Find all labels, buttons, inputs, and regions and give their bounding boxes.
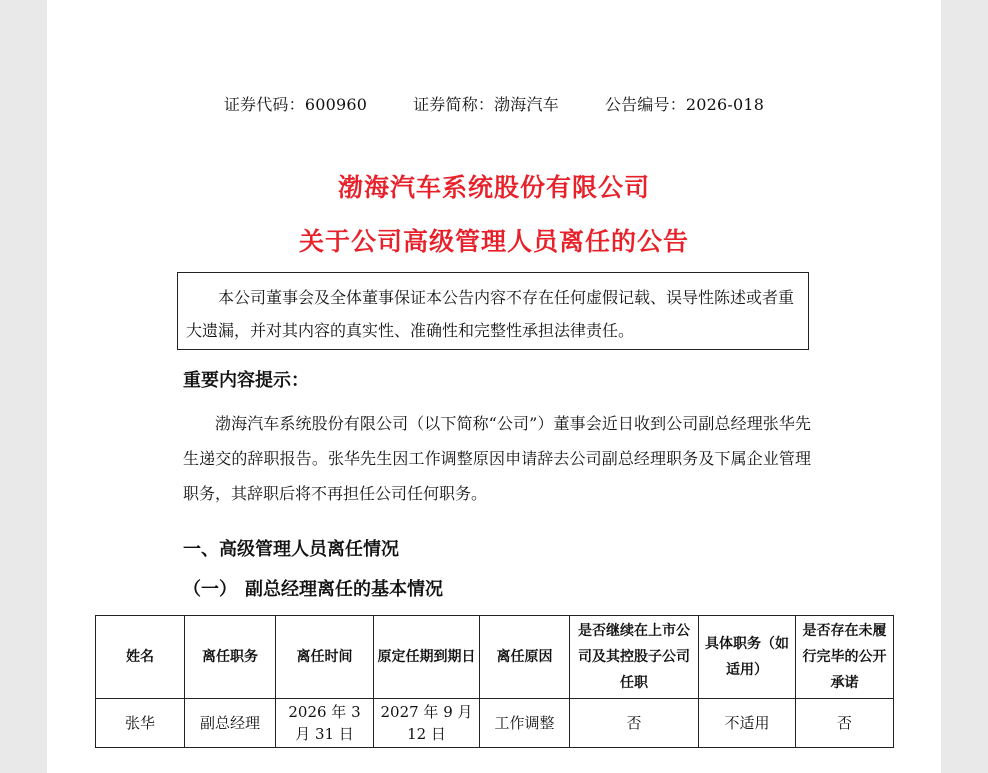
cell-reason: 工作调整 (480, 699, 570, 748)
header-name: 姓名 (96, 616, 185, 699)
important-heading: 重要内容提示： (183, 370, 309, 391)
notice-number: 公告编号：2026-018 (604, 95, 765, 114)
header-term-end: 原定任期到期日 (374, 616, 480, 699)
subsection-number: （一） (183, 579, 237, 600)
subsection-heading (183, 575, 443, 601)
cell-name: 张华 (96, 699, 185, 748)
table-row (96, 699, 894, 748)
section-heading: 一、高级管理人员离任情况 (183, 539, 399, 560)
company-title: 渤海汽车系统股份有限公司 (337, 173, 650, 202)
stock-abbreviation: 证券简称：渤海汽车 (413, 95, 559, 114)
table-header-row (96, 616, 894, 699)
announcement-header (47, 92, 941, 115)
cell-commitments: 否 (796, 699, 894, 748)
header-reason: 离任原因 (480, 616, 570, 699)
header-departure-date: 离任时间 (276, 616, 374, 699)
important-paragraph: 渤海汽车系统股份有限公司（以下简称“公司”）董事会近日收到公司副总经理张华先生递交的辞职报告。张华先生因工作调整原因申请辞去公司副总经理职务及下属企业管理职务，其辞职后将不再担任公司任何职务。 (183, 414, 811, 503)
cell-departure-date: 2026 年 3 月 31 日 (276, 699, 374, 748)
cell-continue-role: 否 (570, 699, 699, 748)
header-position: 离任职务 (185, 616, 276, 699)
cell-term-end: 2027 年 9 月 12 日 (374, 699, 480, 748)
header-continue-role: 是否继续在上市公司及其控股子公司任职 (570, 616, 699, 699)
departure-table (95, 615, 894, 748)
stock-code: 证券代码：600960 (223, 95, 368, 114)
announcement-title: 关于公司高级管理人员离任的公告 (298, 227, 689, 256)
cell-position: 副总经理 (185, 699, 276, 748)
header-commitments: 是否存在未履行完毕的公开承诺 (796, 616, 894, 699)
document-page (47, 0, 941, 773)
disclaimer-box: 本公司董事会及全体董事保证本公告内容不存在任何虚假记载、误导性陈述或者重大遗漏，并对其内容的真实性、准确性和完整性承担法律责任。 (177, 272, 809, 350)
header-specific-role: 具体职务（如适用） (699, 616, 796, 699)
cell-specific-role: 不适用 (699, 699, 796, 748)
subsection-title: 副总经理离任的基本情况 (245, 579, 443, 600)
